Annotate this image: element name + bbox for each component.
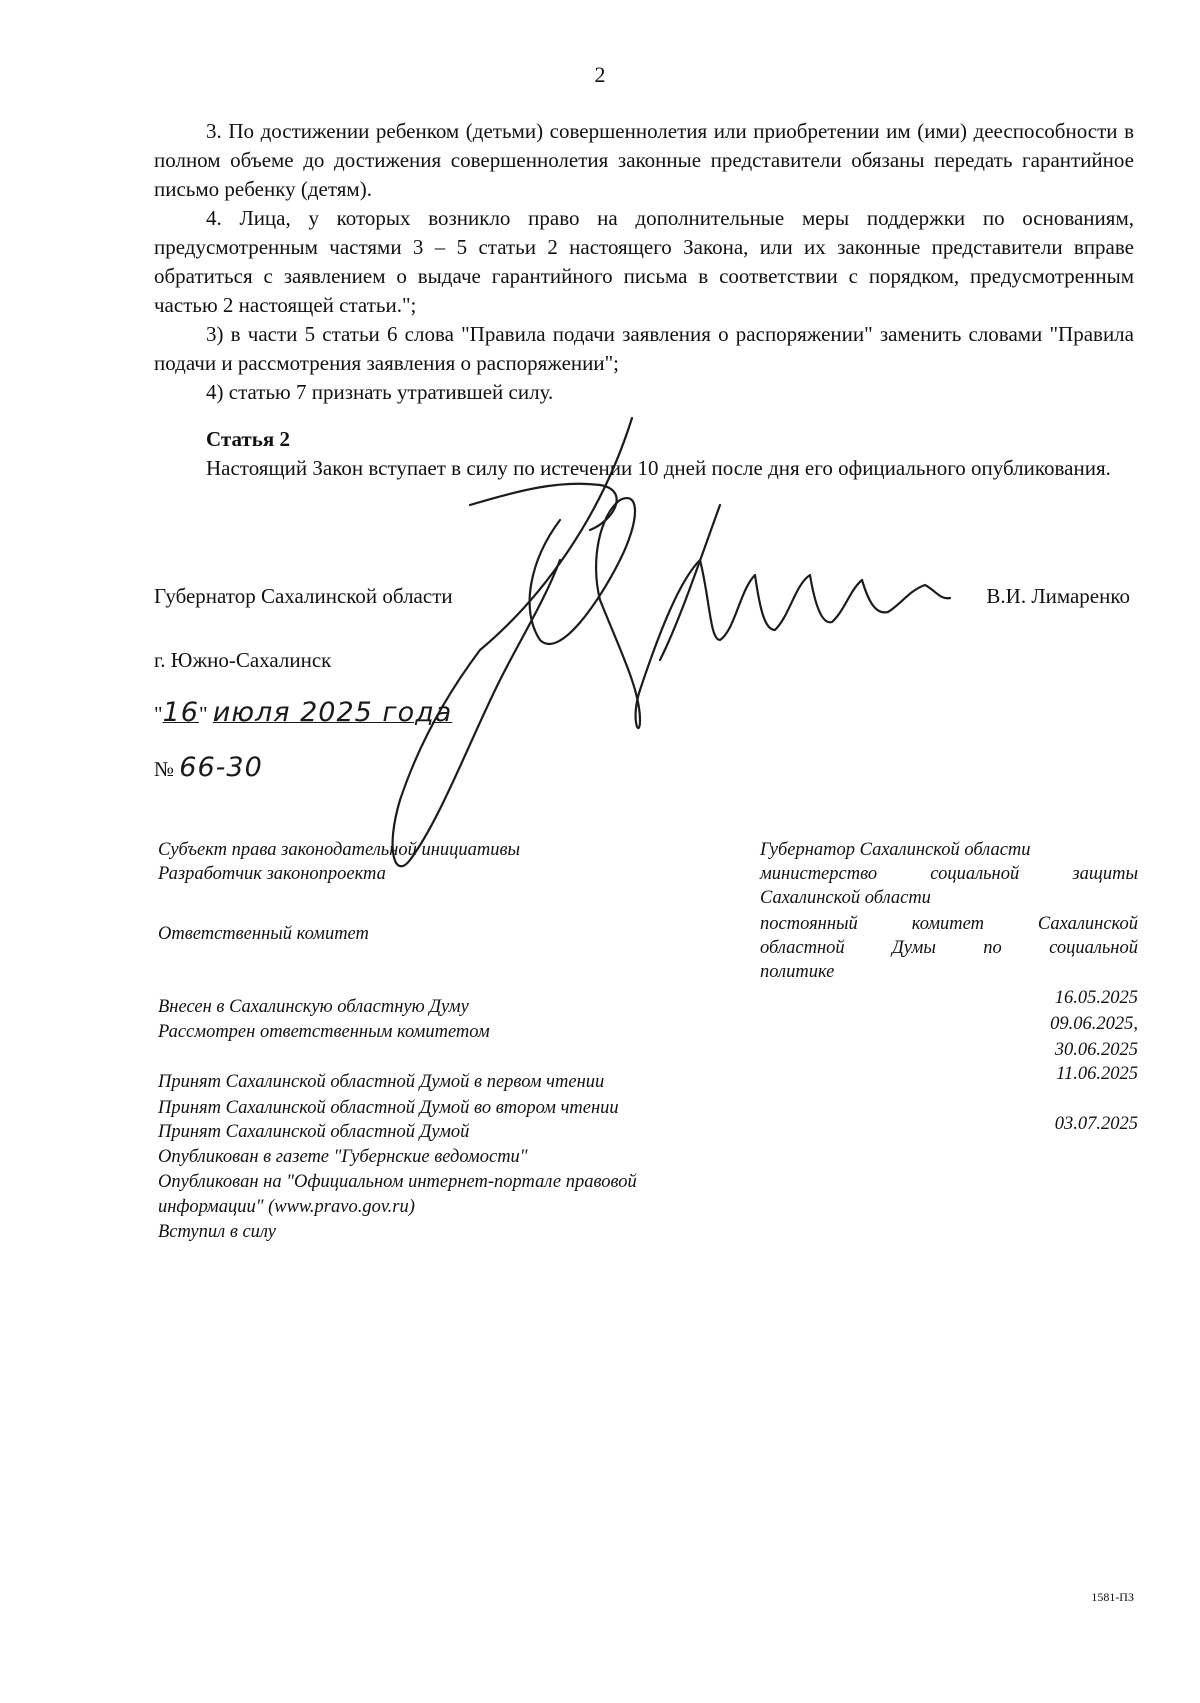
paragraph: 3) в части 5 статьи 6 слова "Правила подачи заявления о распоряжении" заменить словами "Правила подачи и рассмотрения заявления о распоряжении"; — [154, 322, 1134, 375]
paragraph: 4) статью 7 признать утратившей силу. — [206, 380, 554, 404]
main-text — [154, 117, 1134, 483]
signature-stroke — [530, 498, 635, 644]
signatory-name: В.И. Лимаренко — [986, 584, 1130, 608]
signature-stroke — [393, 418, 632, 866]
date-month-year: июля 2025 года — [212, 697, 453, 728]
meta-developer-label: Разработчик законопроекта — [158, 864, 386, 884]
meta-subject-label: Субъект права законодательной инициативы — [158, 840, 521, 860]
meta-developer-value-2: Сахалинской области — [760, 888, 931, 908]
meta-introduced-date: 16.05.2025 — [1054, 988, 1138, 1008]
date-open-quote: " — [154, 702, 163, 726]
signature-stroke — [470, 484, 617, 530]
meta-committee-label: Ответственный комитет — [158, 924, 369, 944]
paragraph: 4. Лица, у которых возникло право на дополнительные меры поддержки по основаниям, предусмотренным частями 3 – 5 статьи 2 настоящего Закона, или их законные представители вправе обратиться с заявлением о выдаче гарантийного письма в соответствии с порядком, предусмотренным частью 2 настоящей статьи."; — [154, 206, 1134, 317]
signing-city: г. Южно-Сахалинск — [154, 648, 332, 672]
signature-stroke — [660, 505, 720, 660]
meta-first-reading-date: 11.06.2025 — [1056, 1064, 1138, 1084]
signature-stroke — [600, 560, 950, 728]
document-stamp: 1581-ПЗ — [1091, 1590, 1134, 1604]
meta-reviewed-date-2: 30.06.2025 — [1054, 1040, 1138, 1060]
meta-committee-value-1: постоянный комитет Сахалинской — [760, 914, 1138, 934]
meta-developer-value-1: министерство социальной защиты — [760, 864, 1138, 884]
date-day: 16 — [162, 697, 199, 728]
meta-portal-label-2: информации" (www.pravo.gov.ru) — [158, 1197, 415, 1217]
number-value: 66-30 — [179, 752, 263, 783]
meta-reviewed-label: Рассмотрен ответственным комитетом — [158, 1022, 490, 1042]
meta-introduced-label: Внесен в Сахалинскую областную Думу — [158, 997, 469, 1017]
law-number — [154, 752, 263, 783]
meta-subject-value: Губернатор Сахалинской области — [760, 840, 1031, 860]
signing-date — [154, 697, 452, 728]
date-close-quote: " — [198, 702, 208, 726]
article-2-text: Настоящий Закон вступает в силу по истечении 10 дней после дня его официального опубликования. — [206, 456, 1111, 480]
page-number: 2 — [594, 62, 606, 87]
meta-in-force-label: Вступил в силу — [158, 1222, 276, 1242]
meta-second-reading-label: Принят Сахалинской областной Думой во втором чтении — [158, 1098, 619, 1118]
meta-newspaper-label: Опубликован в газете "Губернские ведомости" — [158, 1147, 528, 1167]
meta-adopted-date: 03.07.2025 — [1054, 1114, 1138, 1134]
meta-reviewed-date-1: 09.06.2025, — [1050, 1014, 1138, 1034]
number-prefix: № — [154, 757, 175, 781]
signatory-position: Губернатор Сахалинской области — [154, 584, 453, 608]
article-2-title: Статья 2 — [206, 427, 290, 451]
meta-committee-value-2: областной Думы по социальной — [760, 938, 1138, 958]
meta-first-reading-label: Принят Сахалинской областной Думой в первом чтении — [158, 1072, 605, 1092]
meta-portal-label-1: Опубликован на "Официальном интернет-портале правовой — [158, 1172, 637, 1192]
meta-committee-value-3: политике — [760, 962, 835, 982]
meta-adopted-label: Принят Сахалинской областной Думой — [158, 1122, 470, 1142]
paragraph: 3. По достижении ребенком (детьми) совершеннолетия или приобретении им (ими) дееспособности в полном объеме до достижения совершеннолетия законные представители обязаны передать гарантийное письмо ребенку (детям). — [154, 119, 1134, 201]
